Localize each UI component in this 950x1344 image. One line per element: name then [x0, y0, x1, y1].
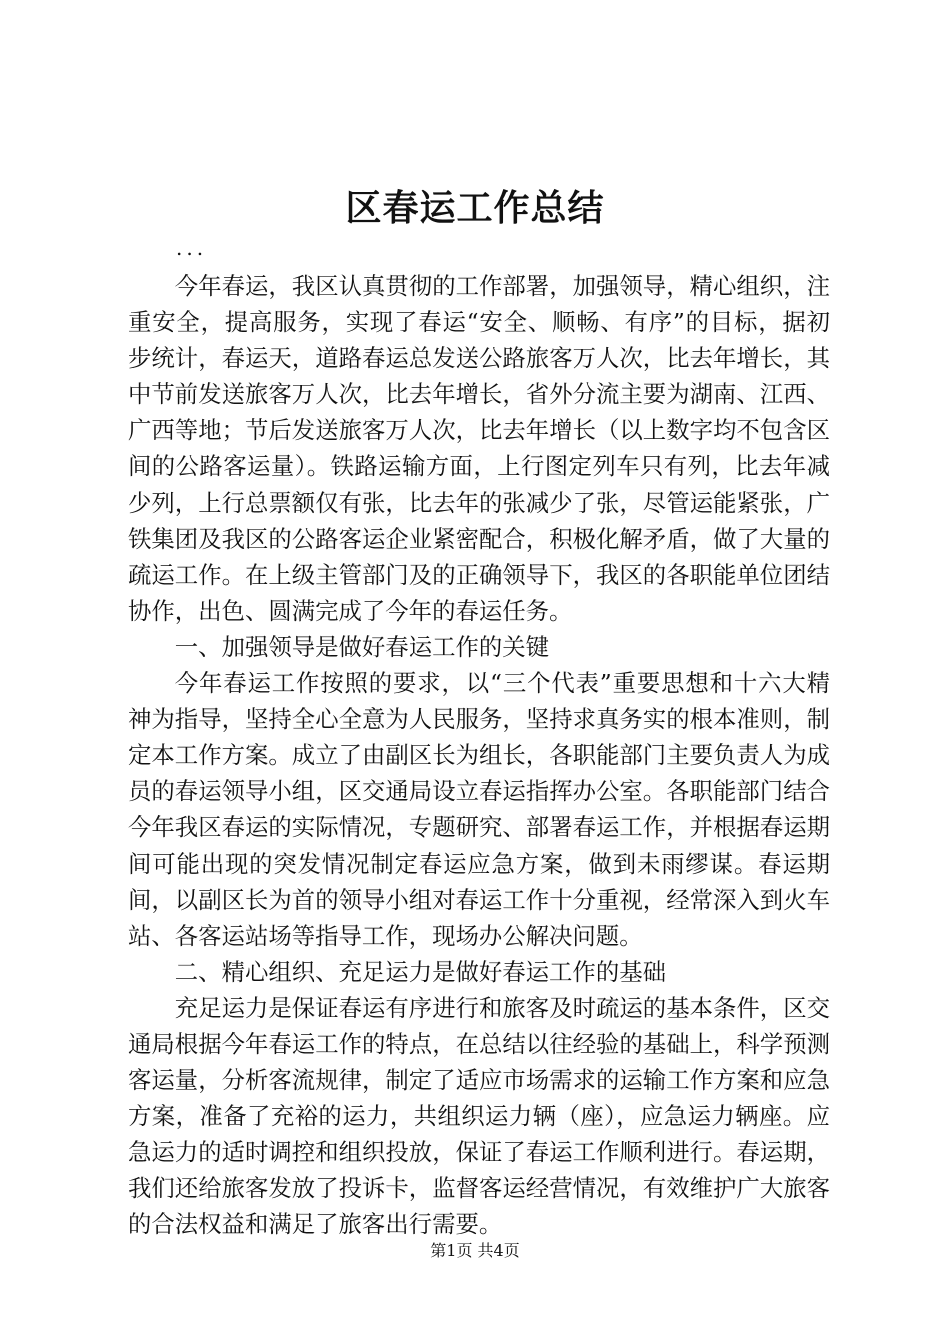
paragraph-section-1: 今年春运工作按照的要求，以“三个代表”重要思想和十六大精神为指导，坚持全心全意为人民服务，坚持求真务实的根本准则，制定本工作方案。成立了由副区长为组长，各职能部门主要负责人为成员的春运领导小组，区交通局设立春运指挥办公室。各职能部门结合今年我区春运的实际情况，专题研究、部署春运工作，并根据春运期间可能出现的突发情况制定春运应急方案，做到未雨缪谋。春运期间，以副区长为首的领导小组对春运工作十分重视，经常深入到火车站、各客运站场等指导工作，现场办公解决问题。: [128, 669, 830, 950]
document-body: [128, 268, 830, 1243]
section-heading-1: 一、加强领导是做好春运工作的关键: [174, 632, 550, 661]
paragraph-section-2: 充足运力是保证春运有序进行和旅客及时疏运的基本条件，区交通局根据今年春运工作的特点，在总结以往经验的基础上，科学预测客运量，分析客流规律，制定了适应市场需求的运输工作方案和应急方案，准备了充裕的运力，共组织运力辆（座），应急运力辆座。应急运力的适时调控和组织投放，保证了春运工作顺利进行。春运期，我们还给旅客发放了投诉卡，监督客运经营情况，有效维护广大旅客的合法权益和满足了旅客出行需要。: [128, 993, 830, 1239]
ellipsis-text: ...: [176, 236, 208, 260]
section-heading-2: 二、精心组织、充足运力是做好春运工作的基础: [174, 957, 666, 986]
paragraph-intro: 今年春运，我区认真贯彻的工作部署，加强领导，精心组织，注重安全，提高服务，实现了春运“安全、顺畅、有序”的目标，据初步统计，春运天，道路春运总发送公路旅客万人次，比去年增长，其中节前发送旅客万人次，比去年增长，省外分流主要为湖南、江西、广西等地；节后发送旅客万人次，比去年增长（以上数字均不包含区间的公路客运量）。铁路运输方面，上行图定列车只有列，比去年减少列，上行总票额仅有张，比去年的张减少了张，尽管运能紧张，广铁集团及我区的公路客运企业紧密配合，积极化解矛盾，做了大量的疏运工作。在上级主管部门及的正确领导下，我区的各职能单位团结协作，出色、圆满完成了今年的春运任务。: [128, 272, 830, 625]
page-footer: 第1页 共4页: [430, 1241, 520, 1260]
document-title: 区春运工作总结: [345, 187, 605, 229]
